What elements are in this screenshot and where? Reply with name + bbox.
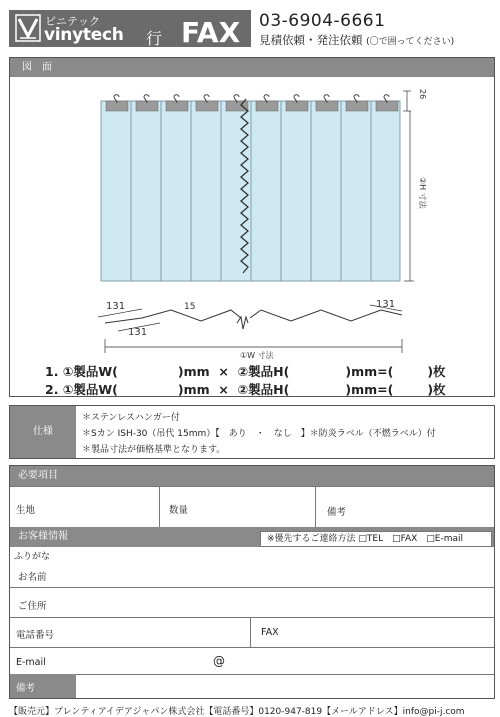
brand-suffix: 行: [146, 29, 163, 48]
curtain-drawing: [10, 77, 494, 377]
required-section-title: 必要項目: [10, 466, 494, 486]
dim-left-top-label: 131: [106, 301, 126, 312]
dim-hanger-label: 26: [418, 89, 427, 100]
spec-line-2: ＊Sカン ISH-30（吊代 15mm）【 あり ・ なし 】＊防炎ラベル（不燃ラベル）付: [82, 429, 436, 439]
drawing-section: [9, 57, 495, 397]
customer-section-title: お客様情報: [10, 527, 494, 547]
order-line-2: [45, 380, 446, 398]
fax-number: 03-6904-6661: [259, 11, 386, 31]
furigana-field[interactable]: ふりがな: [14, 552, 51, 562]
order-no: 2.: [45, 382, 59, 397]
order-h-label: ②製品H(: [237, 382, 290, 397]
header-banner: [9, 10, 495, 47]
spec-label: 仕様: [10, 406, 76, 458]
divider: [10, 617, 494, 618]
dim-width-label: ①W 寸法: [240, 351, 274, 360]
order-no: 1.: [45, 364, 59, 379]
order-qty-unit: )枚: [427, 364, 446, 379]
header-subtitle: [259, 32, 454, 48]
dim-left-bottom-label: 131: [128, 327, 148, 338]
divider: [250, 617, 251, 647]
order-times: ×: [218, 382, 229, 397]
curtain-panels: [101, 101, 400, 281]
brand-name: vinytech: [44, 25, 124, 45]
email-at-sign: @: [213, 654, 225, 668]
order-w-label: ①製品W(: [62, 364, 118, 379]
dim-pitch-label: 15: [184, 302, 196, 312]
order-w-unit: )mm: [177, 364, 210, 379]
order-h-label: ②製品H(: [237, 364, 290, 379]
spec-line-1: ＊ステンレスハンガー付: [82, 413, 180, 423]
remarks2-label: 備考: [16, 683, 36, 694]
material-field[interactable]: 生地: [16, 505, 36, 516]
divider: [315, 486, 316, 527]
order-h-unit: )mm=(: [345, 382, 394, 397]
drawing-section-title: 図 面: [10, 58, 494, 77]
remarks-field[interactable]: 備考: [327, 507, 347, 518]
email-field[interactable]: E-mail: [16, 657, 46, 668]
divider: [10, 647, 494, 648]
phone-field[interactable]: 電話番号: [16, 630, 55, 641]
remarks2-input[interactable]: [76, 674, 494, 698]
order-times: ×: [218, 364, 229, 379]
fax-label: FAX: [181, 16, 241, 49]
fax-field[interactable]: FAX: [261, 627, 279, 638]
divider: [10, 486, 494, 487]
subtitle-text: 見積依頼・発注依頼: [259, 33, 363, 47]
spec-section: [9, 405, 495, 459]
dim-right-top-label: 131: [376, 299, 396, 310]
subtitle-note: (〇で囲ってください): [366, 37, 455, 47]
vinytech-logo-icon: [15, 14, 41, 42]
order-h-unit: )mm=(: [345, 364, 394, 379]
divider: [159, 486, 160, 527]
order-line-1: [45, 362, 446, 380]
quantity-field[interactable]: 数量: [169, 505, 189, 516]
footer-seller-info: 【販売元】プレンティアイデアジャパン株式会社【電話番号】0120-947-819【メールアドレス】info@pi-j.com: [9, 707, 465, 717]
order-qty-unit: )枚: [427, 382, 446, 397]
address-field[interactable]: ご住所: [18, 601, 47, 612]
brand-kana: ビニテック: [45, 15, 100, 28]
name-field[interactable]: お名前: [18, 572, 47, 583]
order-form: [9, 465, 495, 699]
height-dimension: [403, 91, 414, 281]
order-w-unit: )mm: [177, 382, 210, 397]
dim-height-label: ②H 寸法: [418, 177, 427, 209]
order-w-label: ①製品W(: [62, 382, 118, 397]
divider: [10, 587, 494, 588]
top-view-break: [237, 317, 248, 329]
contact-preference[interactable]: ※優先するご連絡方法 □TEL □FAX □E-mail: [260, 531, 492, 547]
spec-line-3: ＊製品寸法が価格基準となります。: [82, 445, 226, 455]
pleat-top-view: [105, 310, 402, 323]
